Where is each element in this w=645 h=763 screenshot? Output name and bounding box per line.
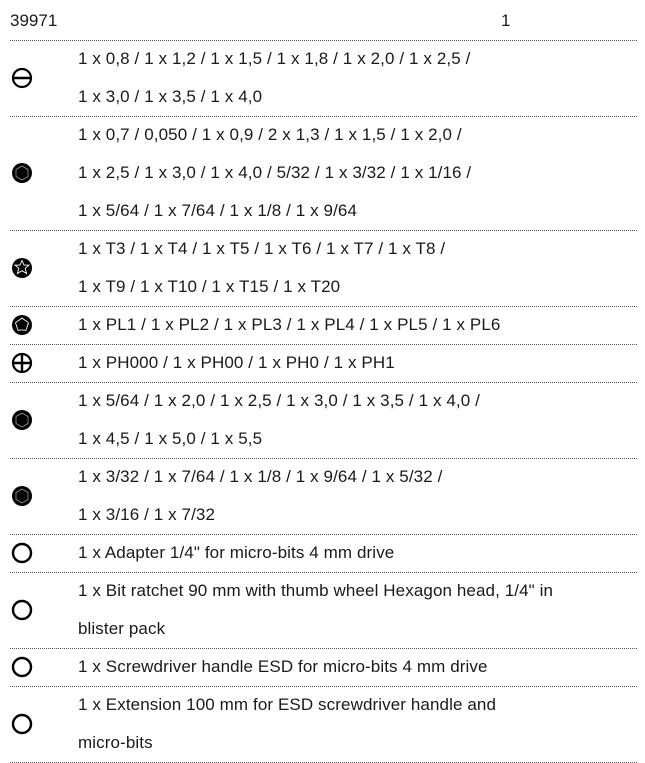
table-row — [0, 458, 645, 534]
ring-icon — [10, 712, 34, 736]
table-row — [0, 306, 645, 344]
row-text-line: 1 x 3,0 / 1 x 3,5 / 1 x 4,0 — [78, 87, 263, 106]
row-text-line: 1 x 4,5 / 1 x 5,0 / 1 x 5,5 — [78, 429, 263, 448]
row-text-line: 1 x PL1 / 1 x PL2 / 1 x PL3 / 1 x PL4 / 1 x PL5 / 1 x PL6 — [78, 315, 501, 334]
row-text-line: 1 x T9 / 1 x T10 / 1 x T15 / 1 x T20 — [78, 277, 341, 296]
table-row — [0, 116, 645, 230]
header-row — [0, 0, 645, 40]
table-row — [0, 382, 645, 458]
ring-icon — [10, 655, 34, 679]
table-row — [0, 572, 645, 648]
row-text-line: 1 x PH000 / 1 x PH00 / 1 x PH0 / 1 x PH1 — [78, 353, 395, 372]
table-row — [0, 230, 645, 306]
row-text-line: 1 x Extension 100 mm for ESD screwdriver handle and — [78, 695, 497, 714]
row-text-line: 1 x T3 / 1 x T4 / 1 x T5 / 1 x T6 / 1 x T7 / 1 x T8 / — [78, 239, 446, 258]
article-number: 39971 — [10, 11, 58, 30]
row-text-line: 1 x Screwdriver handle ESD for micro-bits 4 mm drive — [78, 657, 488, 676]
slotted-icon — [10, 66, 34, 90]
row-text-line: micro-bits — [78, 733, 153, 752]
row-text-line: 1 x Adapter 1/4" for micro-bits 4 mm drive — [78, 543, 395, 562]
row-text-line: 1 x 5/64 / 1 x 7/64 / 1 x 1/8 / 1 x 9/64 — [78, 201, 358, 220]
phillips-icon — [10, 351, 34, 375]
ring-icon — [10, 598, 34, 622]
ring-icon — [10, 541, 34, 565]
hex-socket-icon — [10, 408, 34, 432]
row-text-line: 1 x 0,8 / 1 x 1,2 / 1 x 1,5 / 1 x 1,8 / 1 x 2,0 / 1 x 2,5 / — [78, 49, 471, 68]
table-row — [0, 686, 645, 762]
row-text-line: 1 x 5/64 / 1 x 2,0 / 1 x 2,5 / 1 x 3,0 / 1 x 3,5 / 1 x 4,0 / — [78, 391, 480, 410]
table-row — [0, 40, 645, 116]
row-text-line: 1 x 2,5 / 1 x 3,0 / 1 x 4,0 / 5/32 / 1 x 3/32 / 1 x 1/16 / — [78, 163, 472, 182]
row-text-line: blister pack — [78, 619, 166, 638]
row-text-line: 1 x 3/32 / 1 x 7/64 / 1 x 1/8 / 1 x 9/64 / 1 x 5/32 / — [78, 467, 443, 486]
hex-socket-icon — [10, 161, 34, 185]
quantity: 1 — [501, 11, 511, 30]
torx-icon — [10, 256, 34, 280]
pentalobe-icon — [10, 313, 34, 337]
table-row — [0, 648, 645, 686]
row-text-line: 1 x 0,7 / 0,050 / 1 x 0,9 / 2 x 1,3 / 1 x 1,5 / 1 x 2,0 / — [78, 125, 462, 144]
row-text-line: 1 x Bit ratchet 90 mm with thumb wheel Hexagon head, 1/4" in — [78, 581, 554, 600]
row-text-line: 1 x 3/16 / 1 x 7/32 — [78, 505, 216, 524]
table-row — [0, 344, 645, 382]
hex-socket-icon — [10, 484, 34, 508]
table-row — [0, 534, 645, 572]
